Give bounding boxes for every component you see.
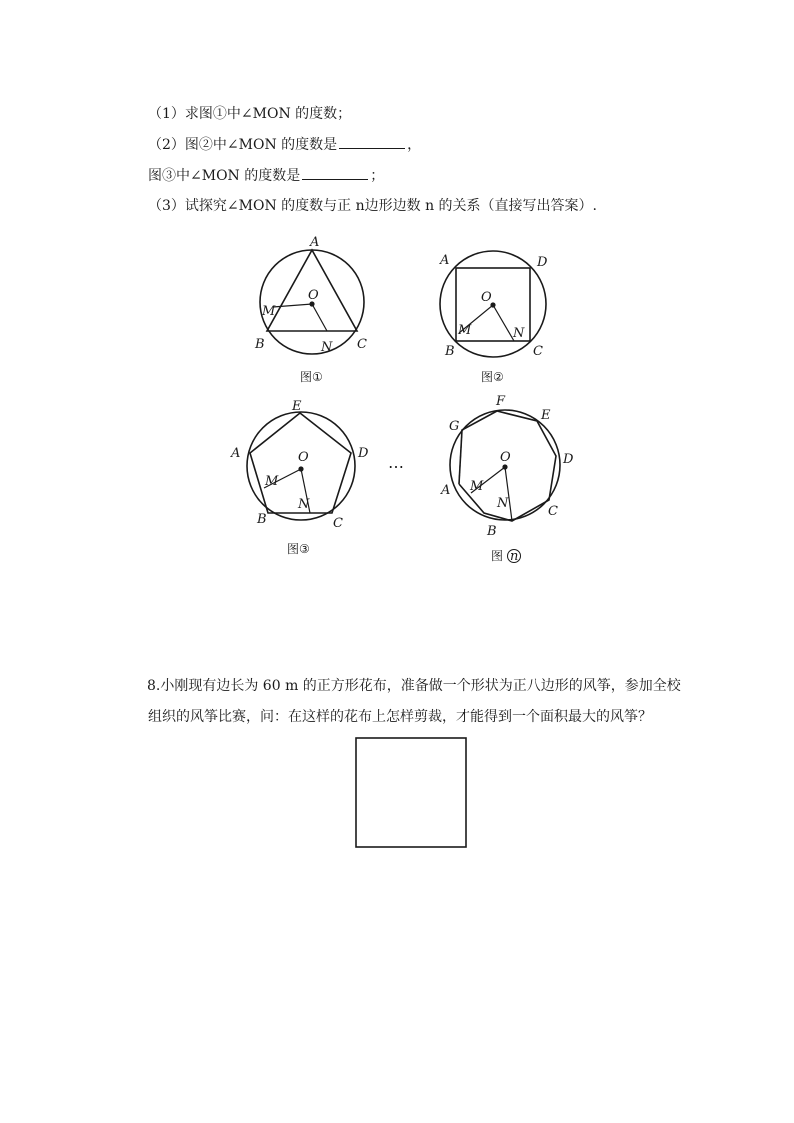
fig2-label-m: M [458, 323, 472, 338]
question-1: （1）求图①中∠MON 的度数； [148, 106, 352, 122]
fig3-label-o: O [298, 450, 309, 465]
fign-label-g: G [449, 419, 460, 434]
figure-3 [230, 399, 369, 556]
fign-caption-symbol: n [510, 549, 519, 564]
fig3-label-e: E [292, 399, 302, 414]
figure-n [440, 394, 574, 564]
fig2-label-c: C [533, 344, 543, 359]
fig1-label-a: A [310, 235, 320, 250]
fig2-label-b: B [445, 344, 455, 359]
fign-label-o: O [500, 450, 511, 465]
question-2b-suffix: ； [370, 168, 385, 184]
problem-8-line-1: 8.小刚现有边长为 60 m 的正方形花布，准备做一个形状为正八边形的风筝，参加全校 [147, 678, 681, 694]
fig3-label-n: N [298, 497, 310, 512]
fig3-center-point [298, 466, 303, 471]
question-2b-prefix: 图③中∠MON 的度数是 [148, 168, 301, 184]
fig3-label-m: M [265, 474, 279, 489]
fig2-label-d: D [537, 255, 548, 270]
fig2-label-n: N [513, 326, 525, 341]
fign-label-b: B [487, 524, 497, 539]
fign-label-e: E [541, 408, 551, 423]
fign-center-point [502, 464, 507, 469]
problem-8-line-2: 组织的风筝比赛，问：在这样的花布上怎样剪裁，才能得到一个面积最大的风筝？ [148, 709, 652, 725]
fign-caption: 图 [491, 549, 504, 563]
fig1-label-m: M [262, 304, 276, 319]
fig2-caption: 图② [481, 370, 504, 384]
fign-label-m: M [470, 479, 484, 494]
fig1-label-c: C [357, 337, 367, 352]
fig2-label-o: O [481, 290, 492, 305]
fign-label-n: N [497, 496, 509, 511]
question-3: （3）试探究∠MON 的度数与正 n边形边数 n 的关系（直接写出答案）. [148, 198, 597, 214]
fig1-angle-mon [273, 304, 327, 331]
figure-1 [254, 235, 367, 384]
ellipsis: … [388, 453, 404, 472]
fig3-caption: 图③ [287, 542, 310, 556]
fig2-label-a: A [440, 253, 450, 268]
fig3-label-a: A [231, 446, 241, 461]
fig3-label-c: C [333, 516, 343, 531]
fign-label-f: F [496, 394, 506, 409]
question-2-prefix: （2）图②中∠MON 的度数是 [148, 137, 338, 153]
fig1-label-o: O [308, 288, 319, 303]
fig3-label-b: B [257, 512, 267, 527]
fign-label-c: C [548, 504, 558, 519]
fign-label-a: A [441, 483, 451, 498]
figure-2 [439, 251, 548, 384]
question-2-suffix: ， [407, 137, 422, 153]
fabric-square [356, 738, 466, 847]
fig1-label-n: N [321, 340, 333, 355]
fign-label-d: D [563, 452, 574, 467]
fig3-label-d: D [358, 446, 369, 461]
fig1-caption: 图① [300, 370, 323, 384]
fig1-label-b: B [255, 337, 265, 352]
